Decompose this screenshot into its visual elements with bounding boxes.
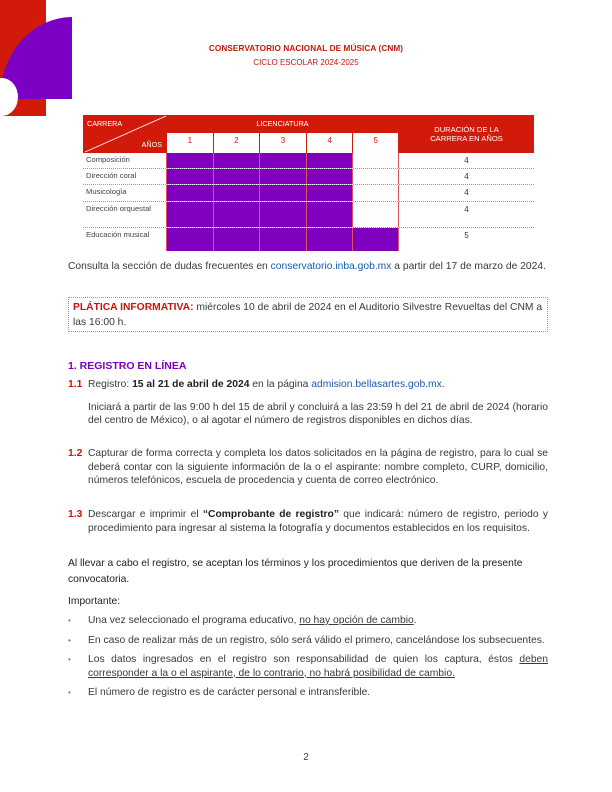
duration-header bbox=[399, 115, 534, 153]
org-title: CONSERVATORIO NACIONAL DE MÚSICA (CNM) bbox=[208, 44, 404, 53]
item-1-1 bbox=[68, 378, 548, 428]
conservatorio-link[interactable]: conservatorio.inba.gob.mx bbox=[270, 261, 392, 272]
item-text: Registro: bbox=[88, 379, 133, 390]
faq-text-end: a partir del 17 de marzo de 2024. bbox=[391, 261, 546, 272]
year-cell-filled bbox=[166, 153, 213, 168]
year-cell-filled bbox=[213, 185, 260, 201]
career-name: Dirección orquestal bbox=[86, 204, 151, 213]
year-cell-filled bbox=[166, 228, 213, 251]
year-cell-filled bbox=[166, 202, 213, 227]
bullet-icon: • bbox=[68, 616, 71, 625]
bullet-icon: • bbox=[68, 688, 71, 697]
year-cell-empty bbox=[352, 202, 399, 227]
year-cell-filled bbox=[213, 202, 260, 227]
career-name: Musicología bbox=[86, 187, 127, 196]
list-item bbox=[68, 653, 548, 680]
year-cell-empty bbox=[352, 153, 399, 168]
year-cell-filled bbox=[213, 153, 260, 168]
school-cycle: CICLO ESCOLAR 2024-2025 bbox=[253, 58, 359, 67]
licenciatura-header: LICENCIATURA bbox=[166, 115, 399, 132]
year-cell-filled bbox=[306, 153, 353, 168]
career-duration: 5 bbox=[464, 231, 469, 240]
item-number: 1.2 bbox=[68, 448, 83, 459]
item-text: Descargar e imprimir el bbox=[88, 509, 203, 520]
bullet-underlined: no hay opción de cambio bbox=[299, 615, 414, 626]
item-text: que indicará: número de registro, periodo y procedimiento para ingresar al sistema la fotografía y documentos establecidos en los requisitos. bbox=[88, 509, 548, 534]
year-cell-filled bbox=[259, 202, 306, 227]
career-duration: 4 bbox=[464, 172, 469, 181]
table-row bbox=[83, 169, 534, 185]
bullet-text: El número de registro es de carácter personal e intransferible. bbox=[88, 687, 371, 698]
bullet-text: Una vez seleccionado el programa educativo, bbox=[88, 615, 300, 626]
item-number: 1.1 bbox=[68, 379, 83, 390]
year-header: 5 bbox=[352, 132, 399, 153]
table-row bbox=[83, 228, 534, 251]
career-duration: 4 bbox=[464, 188, 469, 197]
year-cell-filled bbox=[213, 169, 260, 184]
info-session-label: PLÁTICA INFORMATIVA: bbox=[73, 302, 194, 313]
info-session-text: miércoles 10 de abril de 2024 en el Auditorio Silvestre Revueltas del CNM a las 16:00 h. bbox=[73, 302, 543, 328]
list-item bbox=[68, 686, 548, 700]
year-cell-filled bbox=[259, 228, 306, 251]
year-cell-empty bbox=[352, 169, 399, 184]
year-cell-filled bbox=[306, 169, 353, 184]
list-item bbox=[68, 634, 548, 648]
section-title: 1. REGISTRO EN LÍNEA bbox=[68, 360, 187, 372]
career-duration: 4 bbox=[464, 205, 469, 214]
table-corner-header bbox=[83, 115, 166, 153]
year-cell-filled bbox=[306, 228, 353, 251]
year-header: 3 bbox=[259, 132, 306, 153]
year-cell-filled bbox=[306, 185, 353, 201]
acceptance-statement: Al llevar a cabo el registro, se aceptan los términos y los procedimientos que deriven de la presente convocatoria. bbox=[68, 558, 523, 585]
year-header: 2 bbox=[213, 132, 260, 153]
receipt-label: “Comprobante de registro” bbox=[202, 509, 339, 520]
item-text: Capturar de forma correcta y completa los datos solicitados en la página de registro, para lo cual se deberá contar con la siguiente información de la o el aspirante: nombre completo, CURP, domicilio, números telefónicos, escuela de procedencia y cuenta de correo electrónico. bbox=[88, 448, 548, 486]
admision-link[interactable]: admision.bellasartes.gob.mx bbox=[311, 379, 442, 390]
year-cell-filled bbox=[213, 228, 260, 251]
registration-dates: 15 al 21 de abril de 2024 bbox=[132, 379, 250, 390]
year-cell-filled bbox=[166, 169, 213, 184]
year-cell-filled bbox=[166, 185, 213, 201]
list-item bbox=[68, 614, 548, 628]
table-row bbox=[83, 202, 534, 228]
faq-text: Consulta la sección de dudas frecuentes en bbox=[68, 261, 271, 272]
page-number: 2 bbox=[303, 752, 309, 763]
year-cell-empty bbox=[352, 185, 399, 201]
career-name: Dirección coral bbox=[86, 171, 137, 180]
item-1-2 bbox=[68, 447, 548, 488]
important-list bbox=[68, 614, 548, 706]
info-session-box bbox=[68, 297, 548, 332]
year-header: 4 bbox=[306, 132, 353, 153]
page-header bbox=[0, 44, 612, 67]
corner-label-carrera: CARRERA bbox=[87, 119, 123, 128]
year-cell-filled bbox=[259, 169, 306, 184]
table-body bbox=[83, 153, 534, 251]
table-row bbox=[83, 185, 534, 202]
bullet-text: En caso de realizar más de un registro, sólo será válido el primero, cancelándose los subsecuentes. bbox=[88, 634, 545, 646]
year-cell-filled bbox=[259, 153, 306, 168]
duration-header-line-2: CARRERA EN AÑOS bbox=[430, 134, 503, 143]
table-row bbox=[83, 153, 534, 169]
bullet-text: . bbox=[413, 615, 417, 626]
important-title: Importante: bbox=[68, 596, 121, 607]
corner-label-anos: AÑOS bbox=[141, 140, 162, 149]
bullet-text: Los datos ingresados en el registro son responsabilidad de quien los captura, éstos bbox=[88, 654, 520, 665]
item-number: 1.3 bbox=[68, 509, 83, 520]
item-text: . bbox=[441, 379, 445, 390]
item-1-3 bbox=[68, 508, 548, 535]
item-text: en la página bbox=[249, 379, 312, 390]
item-1-1-detail: Iniciará a partir de las 9:00 h del 15 de abril y concluirá a las 23:59 h del 21 de abril de 2024 (horario del centro de México), o al agotar el número de registros disponibles en dichos días. bbox=[88, 401, 548, 426]
bullet-icon: • bbox=[68, 655, 71, 664]
year-cell-filled bbox=[259, 185, 306, 201]
bullet-underlined: deben corresponder a la o el aspirante, de lo contrario, no habrá posibilidad de cambio. bbox=[88, 654, 548, 679]
career-name: Composición bbox=[86, 155, 130, 164]
year-cell-filled bbox=[306, 202, 353, 227]
career-name: Educación musical bbox=[86, 230, 150, 239]
duration-header-line-1: DURACIÓN DE LA bbox=[434, 125, 499, 134]
career-duration: 4 bbox=[464, 156, 469, 165]
faq-paragraph bbox=[68, 259, 548, 274]
year-cell-filled bbox=[352, 228, 399, 251]
year-header-row bbox=[166, 132, 399, 153]
bullet-icon: • bbox=[68, 635, 71, 645]
year-header: 1 bbox=[166, 132, 213, 153]
